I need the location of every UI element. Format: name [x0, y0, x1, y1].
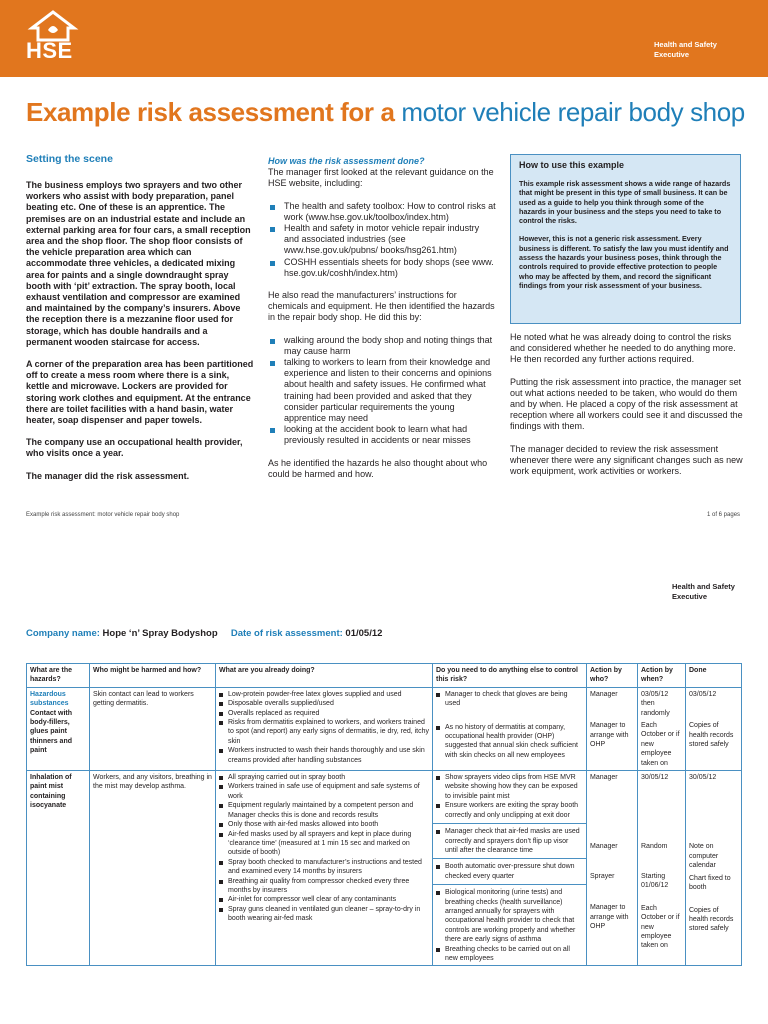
list-item: talking to workers to learn from their knowledge and experience and listen to their concerns and opinions about health and safety issues. He confirmed what training had been provided and asked that they consider particular requirements the young apprentice may need: [268, 357, 496, 424]
list-item: COSHH essentials sheets for body shops (see www. hse.gov.uk/coshh/index.htm): [268, 257, 496, 279]
how-done-section: How was the risk assessment done? The manager first looked at the relevant guidance on the HSE website, including: The health and safety toolbox: How to control risks at work (www.hse.gov.uk/toolbox/index.htm) Health and safety in motor vehicle repair industry and associated industries (see www.hse.gov.uk/pubns/ books/hsg261.htm) COSHH essentials sheets for body shops (see www. hse.gov.uk/coshh/index.htm) He also read the manufacturers’ instructions for chemicals and equipment. He then identified the hazards in the repair body shop. He did this by: walking around the body shop and noting things that may cause harm talking to workers to learn from their knowledge and experience and listen to their concerns and opinions about health and safety issues. He confirmed what training had been provided and asked that they consider particular requirements the young apprentice may need looking at the accident book to learn what had previously resulted in accidents or near misses As he identified the hazards he also thought about who could be harmed and how.: [268, 156, 496, 479]
how-to-use-heading: How to use this example: [519, 160, 625, 170]
table-row: Hazardous substances Contact with body-fillers, glues paint thinners and paint Skin contact can lead to workers getting dermatitis. Low-protein powder-free latex gloves supplied and used Disposable overalls supplied/used Overalls replaced as required Risks from dermatitis explained to workers, and workers trained to spot (and report) any early signs of dermatitis, ie dry, red, itchy skin Workers instructed to wash their hands thoroughly and use skin creams provided after handling substances Manager to check that gloves are being used As no history of dermatitis at company, occupational health provider (OHP) suggested that annual skin check sufficient with skin checks on all new employees Manager Manager to arrange with OHP 03/05/12 then randomly Each October or if new employee taken on 03/05/12 Copies of health records stored safely: [27, 687, 742, 770]
page-number: 1 of 6 pages: [707, 512, 741, 518]
how-done-heading: How was the risk assessment done?: [268, 156, 425, 166]
table-row: Inhalation of paint mist containing isocyanate Workers, and any visitors, breathing in the mist may develop asthma. All spraying carried out in spray booth Workers trained in safe use of equipment and safe systems of work Equipment regularly maintained by a competent person and Manager checks this is done and records results Only those with air-fed masks allowed into booth Air-fed masks used by all sprayers and kept in place during ‘clearance time’ (measured at 1 min 15 sec and marked on outside of booth) Spray booth checked to manufacturer’s instructions and tested and examined every 14 months by insurers Breathing air quality from compressor checked every three months by insurers Air-inlet for compressor well clear of any contaminants Spray guns cleaned in ventilated gun cleaner – spray-to-dry in booth wearing air-fed mask Show sprayers video clips from HSE MVR website showing how they can be exposed to invisible paint mist Ensure workers are exiting the spray booth correctly and only unclipping at exit door Manager check that air-fed masks are used correctly and sprayers don’t flip up visor until after the clearance time Booth automatic over-pressure shut down checked every quarter Biological monitoring (urine tests) and breathing checks (health surveillance) arranged annually for sprayers with occupational health provider to check that controls are working properly and whether there are early signs of asthma Breathing checks to be carried out on all new employees Manager Manager Sprayer Manager to arrange with OHP 30/05/12 Random Starting 01/06/12 Each October or if new employee taken on 30/05/12 Note on computer calendar Chart fixed to booth Copies of health records stored safely: [27, 771, 742, 966]
setting-the-scene-text: The business employs two sprayers and two other workers who assist with body preparation, panel beating etc. One of these is an apprentice. The premises are on an industrial estate and include an external parking area for four cars, a small reception area and the shop floor. The shop floor consists of the vehicle preparation area which can accommodate three vehicles, a dedicated mixing area for paints and a single downdraught spray booth with ‘pit’ extraction. The spray booth, local exhaust ventilation and compressor are examined and maintained by the company’s insurers. Above the reception there is a mezzanine floor used for storage, which has double handrails and a permanent wooden staircase for access. A corner of the preparation area has been partitioned off to create a mess room where there is a sink, kettle and microwave. Lockers are provided for storing work clothes and equipment. At the entrance there are toilet facilities with a hand basin, water heater, soap dispenser and paper towels. The company use an occupational health provider, who visits once a year. The manager did the risk assessment.: [26, 180, 254, 481]
column-three-text: He noted what he was already doing to control the risks and considered whether he needed to do anything more. He then recorded any further actions required. Putting the risk assessment into practice, the manager set out what actions needed to be taken, who would do them and by when. He placed a copy of the risk assessment at reception where all workers could see it and discussed the findings with them. The manager decided to review the risk assessment whenever there were any significant changes such as new work equipment, work activities or workers.: [510, 332, 743, 477]
list-item: walking around the body shop and noting things that may cause harm: [268, 335, 496, 357]
hse-logo-text: HSE: [26, 38, 73, 63]
how-to-use-box: How to use this example This example risk assessment shows a wide range of hazards that might be present in this type of small business. It can be used as a guide to help you think through some of the hazards in your business and the steps you need to take to control the risks. However, this is not a generic risk assessment. Every business is different. To satisfy the law you must identify and assess the hazards your business poses, think through the controls required to provide effective protection to people who may be affected by them, and record the significant findings from your risk assessment of your business.: [510, 154, 741, 324]
setting-the-scene-heading: Setting the scene: [26, 153, 113, 165]
footer-title: Example risk assessment: motor vehicle repair body shop: [26, 512, 180, 518]
hse-executive-label: Health and Safety Executive: [672, 582, 735, 601]
company-line: Company name: Hope ‘n’ Spray Bodyshop Date of risk assessment: 01/05/12: [26, 628, 383, 639]
steps-list: [268, 335, 496, 447]
page-title: Example risk assessment for a motor vehicle repair body shop: [26, 97, 745, 127]
table-header-row: What are the hazards? Who might be harmed and how? What are you already doing? Do you need to do anything else to control this risk? Action by who? Action by when? Done: [27, 664, 742, 688]
list-item: The health and safety toolbox: How to control risks at work (www.hse.gov.uk/toolbox/index.htm): [268, 201, 496, 223]
risk-assessment-table: [26, 663, 742, 966]
header-bar: [0, 0, 768, 77]
hse-executive-label: Health and Safety Executive: [654, 40, 717, 59]
list-item: Health and safety in motor vehicle repair industry and associated industries (see www.hse.gov.uk/pubns/ books/hsg261.htm): [268, 223, 496, 257]
guidance-list: [268, 201, 496, 279]
list-item: looking at the accident book to learn what had previously resulted in accidents or near misses: [268, 424, 496, 446]
